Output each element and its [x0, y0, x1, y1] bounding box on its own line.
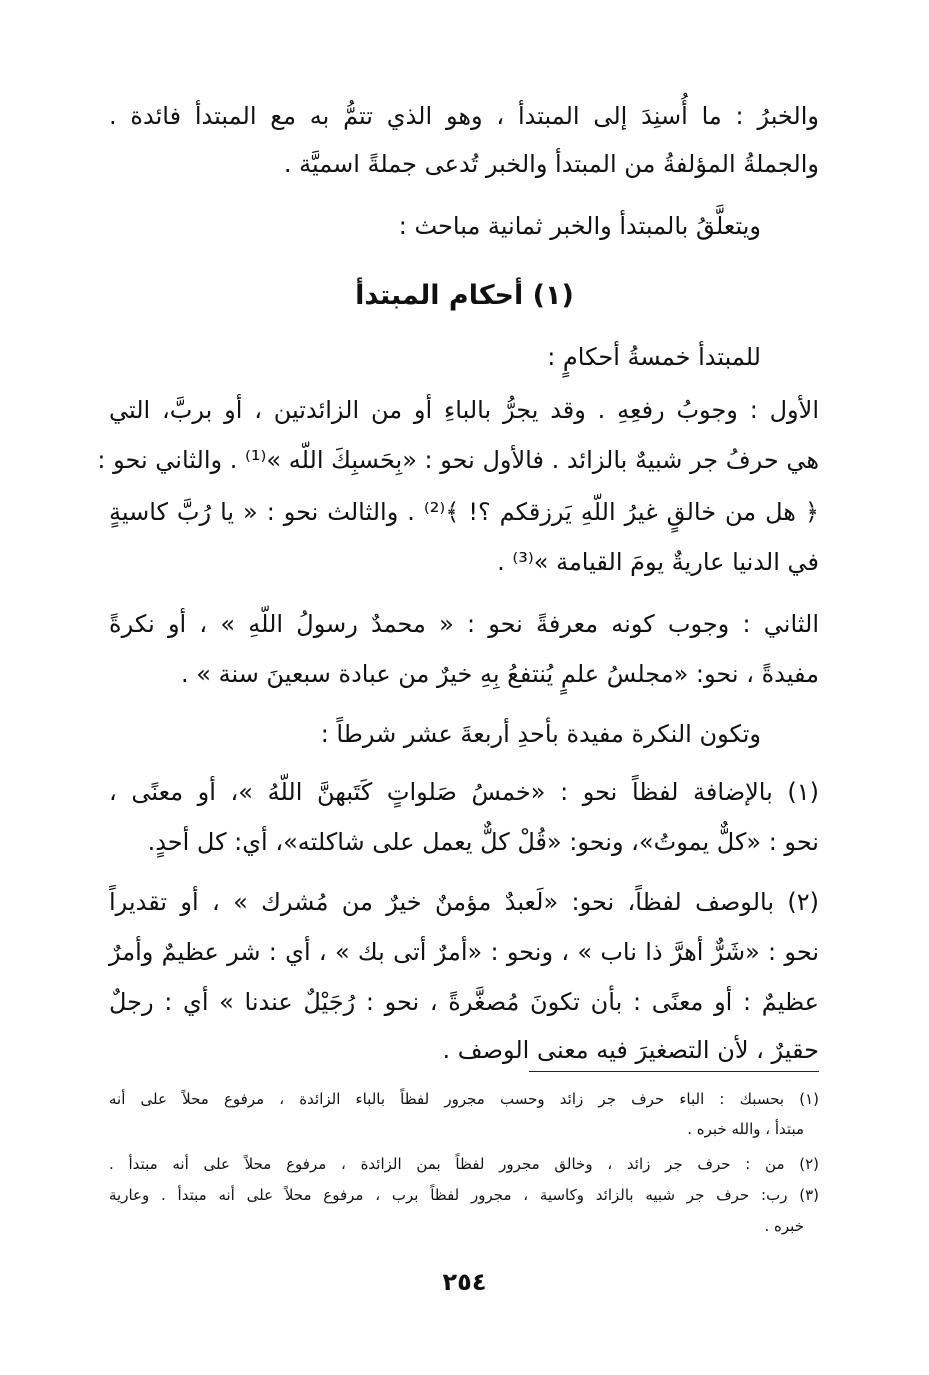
paragraph-line: مفيدةً ، نحو: «مجلسُ علمٍ يُنتفعُ بِهِ خيرٌ من عبادة سبعينَ سنة » . — [181, 660, 819, 688]
paragraph-line: في الدنيا عاريةٌ يومَ القيامة »⁽³⁾ . — [497, 548, 819, 576]
section-heading: (١) أحكام المبتدأ — [355, 280, 574, 311]
paragraph-line: والخبرُ : ما أُسنِدَ إلى المبتدأ ، وهو الذي تتمُّ به مع المبتدأ فائدة . — [109, 102, 819, 130]
paragraph-line: الثاني : وجوب كونه معرفةً نحو : « محمدٌ رسولُ اللّهِ » ، أو نكرةً — [109, 610, 819, 638]
footnote-separator — [529, 1071, 819, 1072]
paragraph-line: للمبتدأ خمسةُ أحكامٍ : — [547, 343, 761, 371]
footnote-1-continuation: مبتدأ ، والله خبره . — [687, 1120, 804, 1138]
paragraph-line: وتكون النكرة مفيدة بأحدِ أربعةَ عشر شرطاً : — [320, 720, 761, 748]
page-number: ٢٥٤ — [442, 1268, 487, 1296]
paragraph-line: (٢) بالوصف لفظاً، نحو: «لَعبدٌ مؤمنٌ خيرٌ من مُشرك » ، أو تقديراً — [109, 888, 819, 916]
paragraph-line: ويتعلَّقُ بالمبتدأ والخبر ثمانية مباحث : — [398, 212, 761, 240]
paragraph-line: حقيرٌ ، لأن التصغيرَ فيه معنى الوصف . — [442, 1036, 819, 1064]
paragraph-line: ﴿ هل من خالقٍ غيرُ اللّهِ يَرزقكم ؟! ﴾⁽²⁾ . والثالث نحو : « يا رُبَّ كاسيةٍ — [109, 498, 819, 526]
paragraph-line: هي حرفُ جر شبيهٌ بالزائد . فالأول نحو : «بِحَسبِكَ اللّه »⁽¹⁾ . والثاني نحو : — [97, 446, 819, 474]
paragraph-line: (١) بالإضافة لفظاً نحو : «خمسُ صَلواتٍ كَتَبهنَّ اللّهُ »، أو معنًى ، — [109, 778, 819, 806]
paragraph-line: نحو : «شَرٌّ أهرَّ ذا ناب » ، ونحو : «أمرٌ أتى بك » ، أي : شر عظيمٌ وأمرٌ — [109, 938, 819, 966]
footnote-1: (١) بحسبك : الباء حرف جر زائد وحسب مجرور لفظاً بالباء الزائدة ، مرفوع محلاً على أنه — [109, 1090, 819, 1108]
paragraph-line: نحو : «كلٌّ يموتُ»، ونحو: «قُلْ كلٌّ يعمل على شاكلته»، أي: كل أحدٍ. — [147, 828, 819, 856]
paragraph-line: عظيمٌ : أو معنًى : بأن تكونَ مُصغَّرةً ، نحو : رُجَيْلٌ عندنا » أي : رجلٌ — [109, 988, 819, 1016]
paragraph-line: الأول : وجوبُ رفعِهِ . وقد يجرُّ بالباءِ أو من الزائدتين ، أو بربَّ، التي — [109, 396, 819, 424]
footnote-2: (٢) من : حرف جر زائد ، وخالق مجرور لفظاً بمن الزائدة ، مرفوع محلاً على أنه مبتدأ . — [109, 1155, 819, 1173]
footnote-3: (٣) رب: حرف جر شبيه بالزائد وكاسية ، مجرور لفظاً برب ، مرفوع محلاً على أنه مبتدأ . وعارية — [109, 1186, 819, 1204]
paragraph-line: والجملةُ المؤلفةُ من المبتدأ والخبر تُدعى جملةً اسميَّة . — [283, 150, 819, 178]
footnote-3-continuation: خبره . — [764, 1217, 804, 1235]
